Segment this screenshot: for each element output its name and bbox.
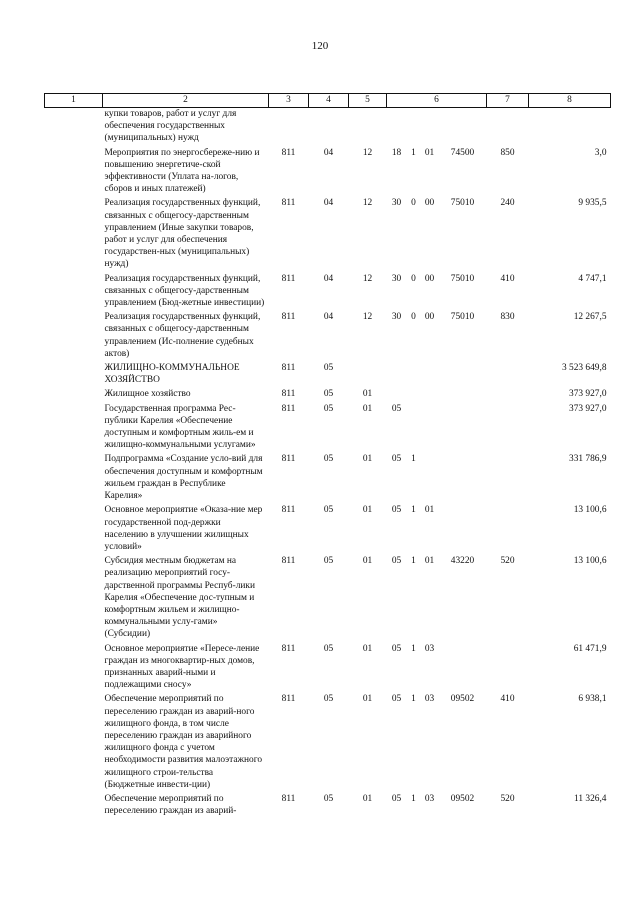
cell-target-measure xyxy=(421,403,439,454)
cell-code-ministry: 811 xyxy=(281,363,296,374)
cell-amount: 13 100,6 xyxy=(573,505,607,516)
cell-amount xyxy=(529,108,611,147)
cell-target-subprogram: 1 xyxy=(411,505,416,516)
cell-target-subprogram xyxy=(407,108,421,147)
cell-description: Жилищное хозяйство xyxy=(104,389,191,400)
cell-code-ministry: 811 xyxy=(281,454,296,465)
cell-code-section: 05 xyxy=(323,694,334,705)
cell-target-subprogram: 1 xyxy=(411,643,416,654)
table-header xyxy=(45,94,611,108)
cell-expense-type xyxy=(487,362,529,388)
cell-description: Обеспечение мероприятий по переселению граждан из аварий- xyxy=(104,793,237,817)
cell-code-subsection: 12 xyxy=(362,198,373,209)
cell-target-program: 05 xyxy=(391,454,402,465)
cell-target-direction: 75010 xyxy=(450,312,475,323)
table-row xyxy=(45,504,611,555)
cell-amount: 11 326,4 xyxy=(574,793,607,804)
cell-target-subprogram xyxy=(407,362,421,388)
cell-target-program: 05 xyxy=(391,505,402,516)
cell-target-measure: 03 xyxy=(424,793,435,804)
table-row xyxy=(45,197,611,272)
cell-expense-type xyxy=(487,504,529,555)
page-number: 120 xyxy=(311,40,329,52)
cell-description: Подпрограмма «Создание усло-вий для обеспечения доступным и комфортным жильем граждан в Республике Карелия» xyxy=(104,454,263,502)
cell-col-1 xyxy=(45,362,103,388)
cell-target-measure xyxy=(421,108,439,147)
cell-code-subsection: 12 xyxy=(362,147,373,158)
cell-code-subsection: 01 xyxy=(362,556,373,567)
cell-target-program: 30 xyxy=(391,273,402,284)
cell-target-subprogram: 1 xyxy=(411,147,416,158)
cell-description: Реализация государственных функций, связанных с общегосу-дарственным управлением (Ис-полнение судебных актов) xyxy=(104,312,261,359)
cell-target-program: 05 xyxy=(391,694,402,705)
table-row xyxy=(45,108,611,147)
cell-code-section: 05 xyxy=(323,793,334,804)
cell-col-1 xyxy=(45,147,103,198)
cell-code-ministry: 811 xyxy=(281,273,296,284)
cell-code-subsection: 12 xyxy=(362,312,373,323)
cell-target-direction: 75010 xyxy=(450,273,475,284)
cell-expense-type xyxy=(487,108,529,147)
cell-target-program: 30 xyxy=(391,312,402,323)
cell-target-direction xyxy=(439,108,487,147)
cell-code-subsection xyxy=(349,108,387,147)
cell-target-direction xyxy=(439,643,487,694)
cell-amount: 3,0 xyxy=(594,147,607,158)
cell-code-ministry: 811 xyxy=(281,147,296,158)
cell-code-subsection: 01 xyxy=(362,454,373,465)
budget-table xyxy=(44,93,611,819)
cell-code-subsection: 12 xyxy=(362,273,373,284)
cell-target-program: 30 xyxy=(391,198,402,209)
cell-target-measure: 03 xyxy=(424,694,435,705)
cell-target-subprogram: 0 xyxy=(411,198,416,209)
table-row xyxy=(45,362,611,388)
cell-target-measure: 01 xyxy=(424,147,435,158)
cell-expense-type: 850 xyxy=(500,147,515,158)
cell-target-measure xyxy=(421,362,439,388)
cell-code-section: 05 xyxy=(323,389,334,400)
cell-col-1 xyxy=(45,555,103,642)
cell-code-section xyxy=(309,108,349,147)
cell-target-direction: 75010 xyxy=(450,198,475,209)
cell-col-1 xyxy=(45,643,103,694)
table-row xyxy=(45,273,611,312)
cell-code-ministry: 811 xyxy=(281,198,296,209)
cell-amount: 4 747,1 xyxy=(578,273,607,284)
cell-description: Реализация государственных функций, связанных с общегосу-дарственным управлением (Бюд-жетные инвестиции) xyxy=(104,273,265,309)
table-row xyxy=(45,403,611,454)
cell-amount: 373 927,0 xyxy=(569,403,607,414)
cell-code-ministry: 811 xyxy=(281,556,296,567)
cell-expense-type xyxy=(487,403,529,454)
cell-expense-type: 410 xyxy=(500,273,515,284)
table-row xyxy=(45,643,611,694)
cell-expense-type: 830 xyxy=(500,312,515,323)
cell-target-direction xyxy=(439,403,487,454)
cell-code-section: 04 xyxy=(323,273,334,284)
header-col-6: 6 xyxy=(387,94,487,108)
cell-code-subsection: 01 xyxy=(362,793,373,804)
cell-target-measure: 00 xyxy=(424,312,435,323)
cell-code-section: 05 xyxy=(323,363,334,374)
cell-target-measure: 00 xyxy=(424,273,435,284)
table-row xyxy=(45,693,611,793)
cell-col-1 xyxy=(45,793,103,819)
cell-code-section: 05 xyxy=(323,454,334,465)
cell-target-direction xyxy=(439,504,487,555)
cell-target-program: 05 xyxy=(391,643,402,654)
header-col-7: 7 xyxy=(487,94,529,108)
cell-code-subsection: 01 xyxy=(362,643,373,654)
cell-code-ministry: 811 xyxy=(281,694,296,705)
cell-code-ministry: 811 xyxy=(281,793,296,804)
cell-target-program xyxy=(387,108,407,147)
cell-target-direction: 09502 xyxy=(450,793,475,804)
cell-target-measure: 00 xyxy=(424,198,435,209)
cell-target-direction xyxy=(439,388,487,402)
cell-code-section: 04 xyxy=(323,147,334,158)
cell-target-measure: 01 xyxy=(424,556,435,567)
cell-code-section: 05 xyxy=(323,403,334,414)
cell-target-direction: 43220 xyxy=(450,556,475,567)
header-col-8: 8 xyxy=(529,94,611,108)
cell-target-program: 05 xyxy=(391,403,402,414)
cell-target-subprogram xyxy=(407,388,421,402)
cell-target-direction xyxy=(439,453,487,504)
table-body xyxy=(45,108,611,820)
cell-amount: 3 523 649,8 xyxy=(561,363,607,374)
cell-target-measure xyxy=(421,388,439,402)
header-col-1: 1 xyxy=(45,94,103,108)
cell-expense-type: 410 xyxy=(500,694,515,705)
cell-target-program: 05 xyxy=(391,556,402,567)
header-col-3: 3 xyxy=(269,94,309,108)
cell-col-1 xyxy=(45,403,103,454)
cell-description: купки товаров, работ и услуг для обеспечения государственных (муниципальных) нужд xyxy=(104,109,237,144)
cell-code-ministry xyxy=(269,108,309,147)
cell-expense-type xyxy=(487,388,529,402)
cell-code-section: 04 xyxy=(323,312,334,323)
cell-description: ЖИЛИЩНО-КОММУНАЛЬНОЕ ХОЗЯЙСТВО xyxy=(104,363,240,386)
cell-target-program xyxy=(387,362,407,388)
cell-expense-type xyxy=(487,643,529,694)
cell-target-subprogram: 1 xyxy=(411,793,416,804)
cell-target-subprogram: 1 xyxy=(411,556,416,567)
cell-col-1 xyxy=(45,311,103,362)
cell-amount: 13 100,6 xyxy=(573,556,607,567)
cell-expense-type xyxy=(487,453,529,504)
table-row xyxy=(45,453,611,504)
cell-amount: 12 267,5 xyxy=(573,312,607,323)
cell-code-ministry: 811 xyxy=(281,643,296,654)
cell-target-subprogram: 1 xyxy=(411,454,416,465)
table-row xyxy=(45,311,611,362)
cell-target-direction: 74500 xyxy=(450,147,475,158)
header-col-2: 2 xyxy=(103,94,269,108)
table-row xyxy=(45,147,611,198)
cell-amount: 373 927,0 xyxy=(569,389,607,400)
header-col-5: 5 xyxy=(349,94,387,108)
cell-description: Основное мероприятие «Оказа-ние мер государственной под-держки населению в улучшении жилищных условий» xyxy=(104,505,263,552)
cell-col-1 xyxy=(45,273,103,312)
cell-target-subprogram: 0 xyxy=(411,312,416,323)
table-row xyxy=(45,388,611,402)
cell-target-subprogram xyxy=(407,403,421,454)
cell-target-measure: 01 xyxy=(424,505,435,516)
table-row xyxy=(45,793,611,819)
cell-expense-type: 520 xyxy=(500,556,515,567)
cell-target-direction: 09502 xyxy=(450,694,475,705)
cell-amount: 331 786,9 xyxy=(569,454,607,465)
cell-code-section: 05 xyxy=(323,505,334,516)
cell-code-subsection: 01 xyxy=(362,389,373,400)
cell-code-subsection xyxy=(349,362,387,388)
cell-col-1 xyxy=(45,453,103,504)
cell-code-subsection: 01 xyxy=(362,694,373,705)
cell-col-1 xyxy=(45,108,103,147)
cell-target-program xyxy=(387,388,407,402)
cell-target-subprogram: 0 xyxy=(411,273,416,284)
cell-target-measure: 03 xyxy=(424,643,435,654)
cell-code-subsection: 01 xyxy=(362,505,373,516)
cell-description: Субсидия местным бюджетам на реализацию мероприятий госу-дарственной программы Респуб-лики Карелия «Обеспечение дос-тупным и комфортным жильем и жилищно-коммунальными услу-гами» (Субсидии) xyxy=(104,556,255,640)
cell-description: Реализация государственных функций, связанных с общегосу-дарственным управлением (Иные закупки товаров, работ и услуг для обеспечения государствен-ных (муниципальных) нужд) xyxy=(104,198,261,270)
cell-target-program: 05 xyxy=(391,793,402,804)
cell-code-section: 05 xyxy=(323,556,334,567)
cell-code-ministry: 811 xyxy=(281,403,296,414)
cell-target-measure xyxy=(421,453,439,504)
cell-target-direction xyxy=(439,362,487,388)
cell-amount: 9 935,5 xyxy=(578,198,607,209)
table-row xyxy=(45,555,611,642)
cell-description: Государственная программа Рес-публики Карелия «Обеспечение доступным и комфортным жиль-ем и жилищно-коммунальными услугами» xyxy=(104,403,256,451)
cell-expense-type: 240 xyxy=(500,198,515,209)
cell-code-ministry: 811 xyxy=(281,389,296,400)
cell-description: Основное мероприятие «Пересе-ление граждан из многоквартир-ных домов, признанных аварий-ными и подлежащими сносу» xyxy=(104,643,260,691)
cell-target-subprogram: 1 xyxy=(411,694,416,705)
cell-col-1 xyxy=(45,693,103,793)
cell-col-1 xyxy=(45,504,103,555)
cell-code-subsection: 01 xyxy=(362,403,373,414)
cell-code-ministry: 811 xyxy=(281,505,296,516)
cell-col-1 xyxy=(45,388,103,402)
cell-description: Обеспечение мероприятий по переселению граждан из аварий-ного жилищного фонда, в том числе переселению граждан из аварийного жилищного фонда с учетом необходимости развития малоэтажного жилищного строи-тельства (Бюджетные инвести-ции) xyxy=(104,694,263,790)
cell-target-program: 18 xyxy=(391,147,402,158)
cell-description: Мероприятия по энергосбереже-нию и повышению энергетиче-ской эффективности (Уплата на-логов, сборов и иных платежей) xyxy=(104,147,260,195)
cell-code-section: 05 xyxy=(323,643,334,654)
cell-code-section: 04 xyxy=(323,198,334,209)
cell-amount: 6 938,1 xyxy=(578,694,607,705)
header-col-4: 4 xyxy=(309,94,349,108)
cell-col-1 xyxy=(45,197,103,272)
cell-expense-type: 520 xyxy=(500,793,515,804)
cell-code-ministry: 811 xyxy=(281,312,296,323)
cell-amount: 61 471,9 xyxy=(573,643,607,654)
